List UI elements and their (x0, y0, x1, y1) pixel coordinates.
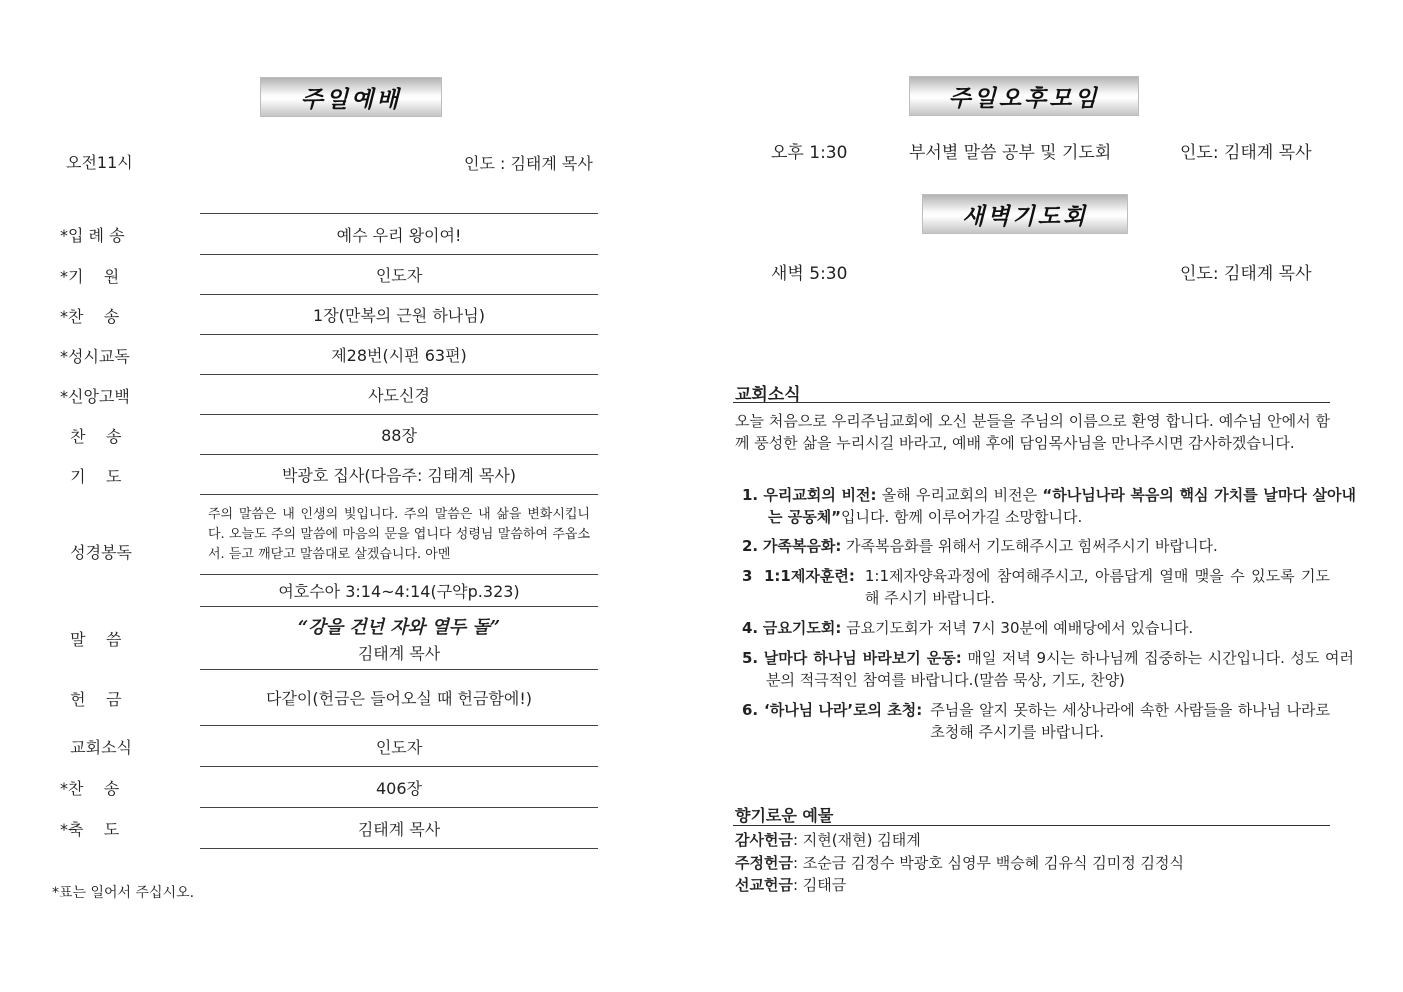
news-item-5 (742, 647, 1354, 691)
worship-time: 오전11시 (66, 153, 133, 172)
news-body: 매일 저녁 9시는 하나님께 집중하는 시간입니다. 성도 여러분의 적극적인 참여를 바랍니다.(말씀 묵상, 기도, 찬양) (766, 649, 1354, 689)
news-num: 3 (742, 567, 753, 585)
news-intro: 오늘 처음으로 우리주님교회에 오신 분들을 주님의 이름으로 환영 합니다. 예수님 안에서 함께 풍성한 삶을 누리시길 바라고, 예배 후에 담임목사님을 만나주시면 감사하겠습니다. (735, 412, 1330, 452)
order-value: 사도신경 (200, 375, 598, 415)
news-head: 우리교회의 비전: (763, 486, 877, 504)
order-value: 1장(만복의 근원 하나님) (200, 295, 598, 335)
order-row (60, 415, 600, 455)
afternoon-banner: 주일오후모임 (909, 76, 1139, 116)
news-body: 1:1제자양육과정에 참여해주시고, 아름답게 열매 맺을 수 있도록 기도해 주시기 바랍니다. (864, 567, 1330, 607)
news-num: 4. (742, 619, 759, 637)
order-value: 406장 (200, 767, 598, 808)
news-body-bold: “하나님나라 복음의 핵심 가치를 날마다 살아내는 공동체” (768, 486, 1356, 526)
sermon-row (60, 607, 600, 670)
order-row (60, 375, 600, 415)
order-row (60, 295, 600, 335)
order-label: *찬 송 (60, 779, 120, 798)
news-title: 교회소식 (735, 385, 801, 405)
reading-text: 주의 말씀은 내 인생의 빛입니다. 주의 말씀은 내 삶을 변화시킵니다. 오늘도 주의 말씀에 마음의 문을 엽니다 성령님 말씀하여 주옵소서. 듣고 깨닫고 말씀대로 살겠습니다. 아멘 (200, 495, 598, 575)
news-num: 1. (742, 486, 759, 504)
order-row (60, 726, 600, 767)
order-row (60, 335, 600, 375)
order-label: 찬 송 (60, 426, 122, 446)
order-label: *성시교독 (60, 346, 130, 366)
reading-label: 성경봉독 (60, 542, 132, 562)
afternoon-leader: 인도: 김태계 목사 (1180, 143, 1312, 163)
order-row (60, 670, 600, 726)
reading-row (60, 495, 600, 607)
order-value: 김태계 목사 (200, 808, 598, 849)
sermon-title: “강을 건넌 자와 열두 돌” (297, 616, 501, 638)
order-label: *기 원 (60, 266, 120, 286)
order-label: *찬 송 (60, 306, 120, 326)
sermon-label: 말 씀 (60, 630, 122, 649)
news-num: 2. (742, 537, 759, 555)
news-item-3 (742, 565, 1330, 609)
offering-label: 감사헌금 (735, 831, 793, 849)
news-head: 금요기도회: (762, 619, 842, 637)
offering-names: 조순금 김정수 박광호 심영무 백승혜 김유식 김미정 김정식 (802, 854, 1184, 872)
order-label: *입 례 송 (60, 226, 125, 245)
order-value: 제28번(시편 63편) (200, 335, 598, 375)
order-value: 인도자 (200, 726, 598, 767)
news-head: 1:1제자훈련: (764, 567, 855, 585)
news-body: 금요기도회가 저녁 7시 30분에 예배당에서 있습니다. (846, 619, 1194, 637)
order-row (60, 214, 600, 255)
news-body: 가족복음화를 위해서 기도해주시고 힘써주시기 바랍니다. (846, 537, 1218, 555)
news-body: 올해 우리교회의 비전은 (881, 486, 1043, 504)
footnote: *표는 일어서 주십시오. (52, 885, 195, 901)
news-num: 5. (742, 649, 759, 667)
order-value: 88장 (200, 415, 598, 455)
afternoon-time: 오후 1:30 (771, 143, 848, 163)
offering-names: 김태금 (802, 876, 847, 894)
afternoon-desc: 부서별 말씀 공부 및 기도회 (909, 143, 1112, 163)
offering-divider (733, 825, 1330, 826)
offering-label: 주정헌금 (735, 854, 793, 872)
news-item-2 (742, 535, 1352, 557)
order-of-service (60, 214, 600, 849)
reading-cells (200, 495, 598, 607)
order-label: 교회소식 (60, 738, 132, 757)
order-label: 헌 금 (60, 689, 122, 709)
offering-names: 지현(재현) 김태계 (802, 831, 921, 849)
order-row (60, 255, 600, 295)
offering-label: 선교헌금 (735, 876, 793, 894)
reading-passage: 여호수아 3:14~4:14(구약p.323) (200, 575, 598, 607)
news-head: ‘하나님 나라’로의 초청: (764, 701, 923, 719)
offering-title: 향기로운 예물 (735, 806, 834, 825)
order-value: 박광호 집사(다음주: 김태계 목사) (200, 455, 598, 495)
news-body-tail: 입니다. 함께 이루어가길 소망합니다. (841, 508, 1083, 526)
news-head: 가족복음화: (762, 537, 842, 555)
offering-line: 선교헌금: 김태금 (735, 876, 847, 894)
order-value: 인도자 (200, 255, 598, 295)
worship-leader: 인도 : 김태계 목사 (464, 154, 593, 173)
order-row (60, 767, 600, 808)
order-value: 다같이(헌금은 들어오실 때 헌금함에!) (200, 670, 598, 726)
worship-banner: 주일예배 (260, 77, 442, 117)
sermon-cell (200, 607, 598, 670)
offering-line: 주정헌금: 조순금 김정수 박광호 심영무 백승혜 김유식 김미정 김정식 (735, 854, 1184, 872)
offering-line: 감사헌금: 지현(재현) 김태계 (735, 831, 921, 849)
news-item-4 (742, 617, 1330, 639)
dawn-leader: 인도: 김태계 목사 (1180, 264, 1312, 284)
order-label: *신앙고백 (60, 386, 130, 406)
sermon-preacher: 김태계 목사 (357, 643, 441, 663)
news-num: 6. (742, 701, 759, 719)
news-divider (733, 402, 1330, 403)
order-label: 기 도 (60, 466, 122, 486)
dawn-banner: 새벽기도회 (922, 194, 1128, 234)
order-label: *축 도 (60, 820, 120, 839)
order-row (60, 455, 600, 495)
news-body: 주님을 알지 못하는 세상나라에 속한 사람들을 하나님 나라로 초청해 주시기를 바랍니다. (930, 701, 1330, 741)
news-item-1 (742, 484, 1356, 528)
dawn-time: 새벽 5:30 (771, 264, 848, 284)
order-row (60, 808, 600, 849)
news-head: 날마다 하나님 바라보기 운동: (763, 649, 962, 667)
order-value: 예수 우리 왕이여! (200, 214, 598, 255)
news-item-6 (742, 699, 1330, 743)
